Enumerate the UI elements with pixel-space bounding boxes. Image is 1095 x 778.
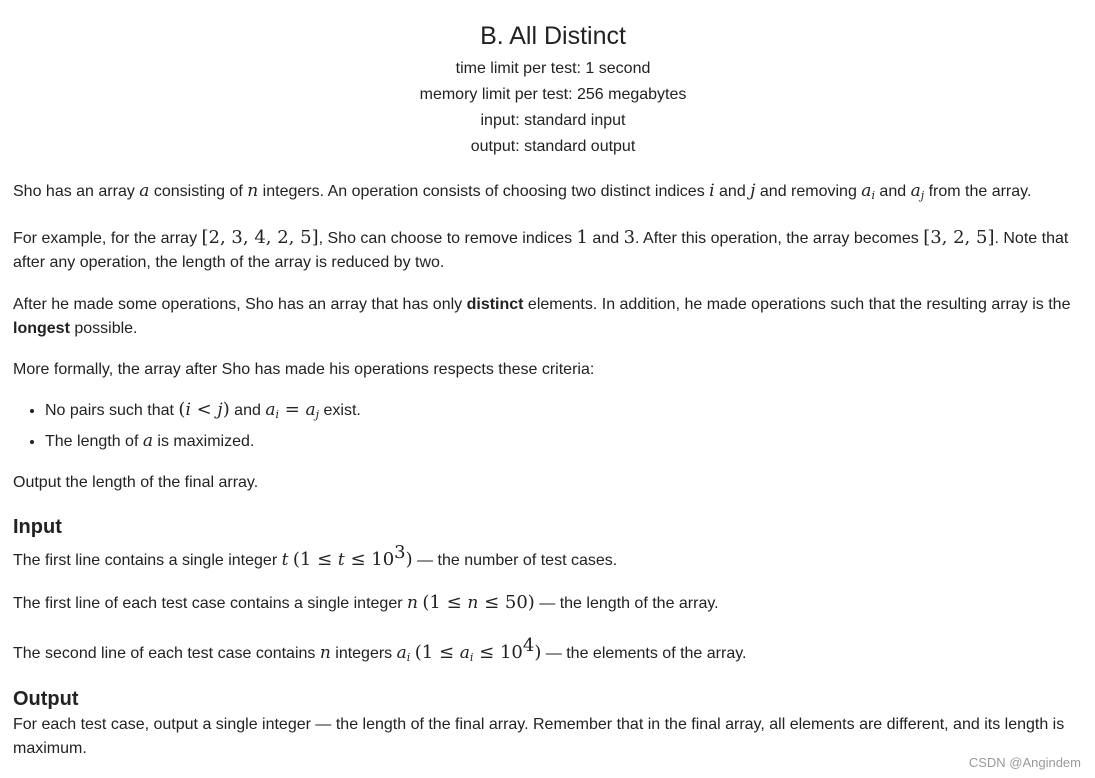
math-paren: ) xyxy=(222,399,230,420)
math-paren: ) xyxy=(405,549,413,570)
text: The first line of each test case contains a single integer xyxy=(13,595,407,612)
math-constraint: (1 ≤ xyxy=(292,549,338,570)
math-example-array: [2, 3, 4, 2, 5] xyxy=(201,227,319,248)
time-limit: time limit per test: 1 second xyxy=(455,60,651,77)
text: Sho has an array xyxy=(13,183,140,200)
bold-longest: longest xyxy=(13,320,70,337)
list-item xyxy=(45,397,1089,428)
text: The length of xyxy=(45,433,143,450)
text: elements. In addition, he made operations such that the resulting array is the xyxy=(523,296,1071,313)
math-sub: i xyxy=(275,408,279,421)
math-constraint: ≤ 10 xyxy=(473,642,523,663)
input-line-3 xyxy=(13,634,1089,670)
bold-distinct: distinct xyxy=(466,296,524,313)
math-a-j xyxy=(911,181,925,201)
text: For example, for the array xyxy=(13,230,202,247)
math-a: a xyxy=(139,181,150,201)
text: is maximized. xyxy=(152,433,255,450)
text: exist. xyxy=(319,402,361,419)
math-i: i xyxy=(709,181,715,201)
text: and removing xyxy=(755,183,862,200)
math-t: t xyxy=(281,550,289,570)
math-result-array: [3, 2, 5] xyxy=(923,227,995,248)
text: . Note that after any operation, the length of the array is reduced by two. xyxy=(13,230,1069,271)
math-a-j xyxy=(306,400,320,420)
statement-paragraph-2 xyxy=(13,226,1089,275)
input-section-title: Input xyxy=(13,516,62,538)
statement-paragraph-4: More formally, the array after Sho has made his operations respects these criteria: xyxy=(13,361,595,378)
input-line-1 xyxy=(13,541,1089,573)
input-line-2 xyxy=(13,591,1089,616)
math-n: n xyxy=(467,593,479,613)
math-a-i xyxy=(460,643,474,663)
input-spec: input: standard input xyxy=(480,112,626,129)
output-section-title: Output xyxy=(13,688,79,710)
text: The second line of each test case contains xyxy=(13,645,320,662)
problem-title: B. All Distinct xyxy=(480,22,626,50)
text: possible. xyxy=(69,320,138,337)
statement-paragraph-3 xyxy=(13,293,1089,341)
text: consisting of xyxy=(149,183,248,200)
text: The first line contains a single integer xyxy=(13,552,282,569)
math-sub: i xyxy=(469,651,474,664)
text: , Sho can choose to remove indices xyxy=(318,230,577,247)
text: — the elements of the array. xyxy=(541,645,747,662)
csdn-watermark: CSDN @Angindem xyxy=(968,755,1081,770)
text: integers xyxy=(330,645,397,662)
problem-statement xyxy=(13,0,1089,761)
math-a-i xyxy=(861,181,875,201)
math-sub: j xyxy=(315,408,320,421)
math-sub: i xyxy=(871,189,875,202)
statement-paragraph-5: Output the length of the final array. xyxy=(13,474,259,491)
text: No pairs such that xyxy=(45,402,179,419)
math-n: n xyxy=(247,181,259,201)
text: from the array. xyxy=(924,183,1032,200)
text: . After this operation, the array becomes xyxy=(635,230,924,247)
math-var: a xyxy=(459,643,470,663)
math-sub: i xyxy=(406,651,411,664)
text: and xyxy=(587,230,624,247)
math-var: a xyxy=(265,400,276,420)
text: and xyxy=(874,183,911,200)
math-sup: 3 xyxy=(394,542,406,563)
problem-header xyxy=(13,0,1093,160)
text: integers. An operation consists of choosing two distinct indices xyxy=(258,183,710,200)
math-i: i xyxy=(185,400,191,420)
text: and xyxy=(714,183,751,200)
math-a: a xyxy=(142,431,153,451)
math-a-i xyxy=(397,643,411,663)
text: — the length of the array. xyxy=(534,595,719,612)
math-paren: ) xyxy=(534,642,542,663)
math-constraint: (1 ≤ xyxy=(422,592,468,613)
output-description: For each test case, output a single integer — the length of the final array. Remember that in the final array, all elements are different, and its length is maximum. xyxy=(13,716,1065,757)
math-a-i xyxy=(265,400,279,420)
problem-limits xyxy=(13,56,1093,160)
text: — the number of test cases. xyxy=(412,552,618,569)
criteria-list xyxy=(13,397,1089,455)
list-item xyxy=(45,428,1089,455)
math-index: 1 xyxy=(576,227,588,248)
math-var: a xyxy=(910,181,921,201)
math-t: t xyxy=(337,550,345,570)
math-index: 3 xyxy=(623,227,636,248)
math-var: a xyxy=(861,181,872,201)
math-equals: = xyxy=(278,399,306,420)
math-var: a xyxy=(305,400,316,420)
math-sup: 4 xyxy=(522,635,535,656)
statement-paragraph-1 xyxy=(13,179,1089,208)
math-var: a xyxy=(396,643,407,663)
text: After he made some operations, Sho has an array that has only xyxy=(13,296,467,313)
output-spec: output: standard output xyxy=(470,138,636,155)
math-sub: j xyxy=(920,189,925,202)
text: and xyxy=(229,402,266,419)
math-paren: ( xyxy=(178,399,186,420)
math-constraint: ≤ 50) xyxy=(478,592,535,613)
memory-limit: memory limit per test: 256 megabytes xyxy=(419,86,687,103)
math-j: j xyxy=(750,181,756,201)
math-less-than: < xyxy=(190,399,218,420)
math-constraint: (1 ≤ xyxy=(414,642,460,663)
math-constraint: ≤ 10 xyxy=(344,549,395,570)
math-j: j xyxy=(217,400,223,420)
math-n: n xyxy=(407,593,418,613)
math-n: n xyxy=(319,643,331,663)
